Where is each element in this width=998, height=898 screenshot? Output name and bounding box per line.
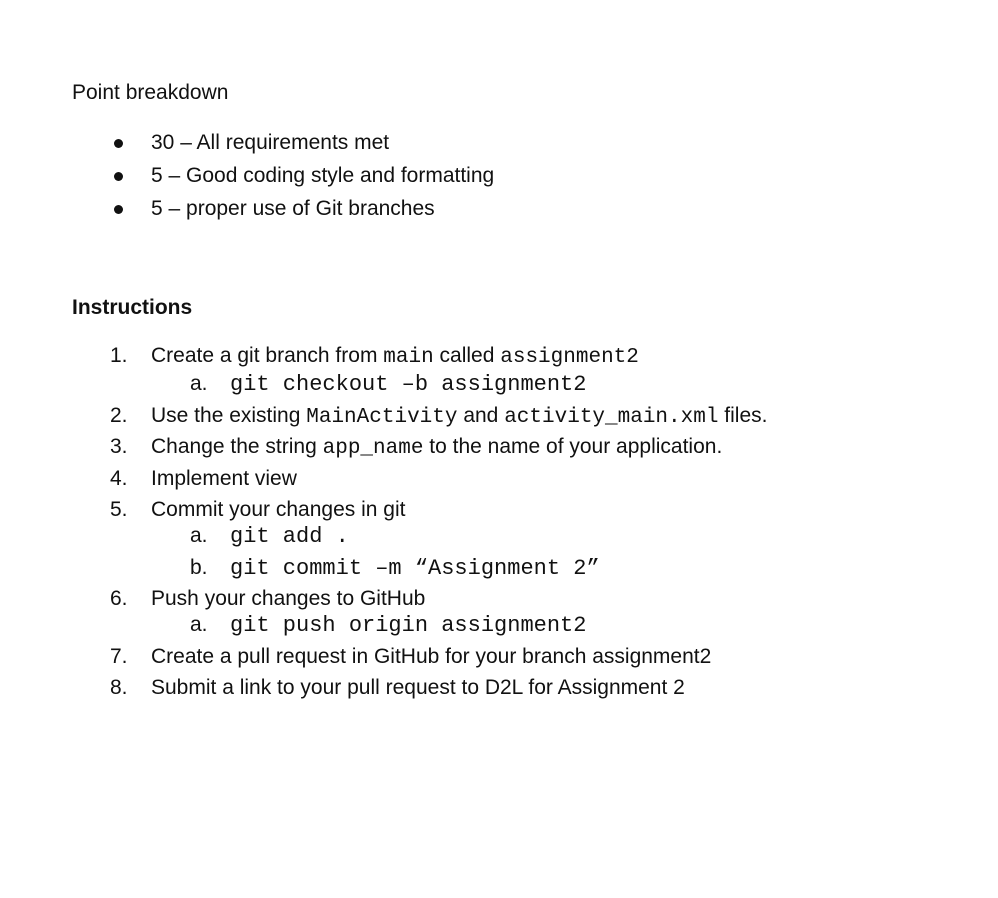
instructions-heading: Instructions bbox=[72, 296, 193, 319]
instruction-step-5 bbox=[72, 497, 767, 586]
point-item-text: 30 – All requirements met bbox=[151, 131, 390, 154]
step-text bbox=[151, 587, 425, 610]
instruction-step-7 bbox=[72, 644, 767, 676]
step-text bbox=[151, 645, 711, 668]
point-item-text: 5 – Good coding style and formatting bbox=[151, 164, 495, 187]
sub-step-letter: a. bbox=[190, 613, 208, 636]
step-text bbox=[151, 404, 767, 427]
step-number: 5. bbox=[110, 498, 128, 521]
step-text-part: Submit a link to your pull request to D2L for Assignment 2 bbox=[151, 676, 685, 699]
step-text-part: Use the existing bbox=[151, 403, 307, 427]
instruction-step-6 bbox=[72, 586, 767, 644]
point-breakdown-heading: Point breakdown bbox=[72, 81, 229, 104]
code-literal: MainActivity bbox=[306, 405, 458, 429]
git-command: git add . bbox=[230, 524, 349, 549]
step-text-part: files. bbox=[718, 403, 768, 427]
code-literal: app_name bbox=[322, 437, 424, 460]
point-item-text: 5 – proper use of Git branches bbox=[151, 197, 435, 220]
sub-step-letter: b. bbox=[190, 555, 208, 579]
sub-step bbox=[72, 371, 767, 403]
step-number: 3. bbox=[110, 435, 128, 458]
sub-step-letter: a. bbox=[190, 372, 208, 395]
step-text bbox=[151, 344, 639, 367]
step-number: 4. bbox=[110, 466, 128, 490]
git-command: git push origin assignment2 bbox=[230, 613, 587, 638]
step-text-part: Change the string bbox=[151, 435, 323, 458]
step-text-part: to the name of your application. bbox=[423, 435, 723, 458]
sub-step bbox=[72, 523, 767, 555]
step-text-part: and bbox=[457, 403, 505, 427]
bullet-icon bbox=[114, 139, 123, 148]
sub-step bbox=[72, 555, 767, 587]
git-command: git commit –m “Assignment 2” bbox=[230, 555, 600, 581]
step-text-part: Commit your changes in git bbox=[151, 498, 406, 521]
sub-step-letter: a. bbox=[190, 524, 208, 547]
step-text bbox=[151, 498, 405, 521]
step-text-part: Create a pull request in GitHub for your branch assignment2 bbox=[151, 644, 712, 668]
code-literal: main bbox=[383, 346, 434, 369]
code-literal: activity_main.xml bbox=[504, 405, 719, 429]
code-literal: assignment2 bbox=[500, 346, 639, 369]
step-number: 8. bbox=[110, 676, 128, 699]
list-item bbox=[72, 196, 494, 229]
bullet-icon bbox=[114, 172, 123, 181]
point-breakdown-list bbox=[72, 130, 494, 229]
step-text-part: Push your changes to GitHub bbox=[151, 587, 426, 610]
step-text-part: Create a git branch from bbox=[151, 344, 384, 367]
step-text bbox=[151, 435, 722, 458]
instruction-step-1 bbox=[72, 343, 767, 403]
sub-step bbox=[72, 612, 767, 644]
step-text bbox=[151, 467, 297, 490]
step-text-part: Implement view bbox=[151, 466, 297, 490]
step-number: 2. bbox=[110, 403, 128, 427]
instruction-step-4 bbox=[72, 466, 767, 498]
step-number: 7. bbox=[110, 644, 128, 668]
step-text-part: called bbox=[433, 344, 501, 367]
step-text bbox=[151, 676, 685, 699]
git-command: git checkout –b assignment2 bbox=[230, 372, 587, 397]
bullet-icon bbox=[114, 205, 123, 214]
instruction-step-3 bbox=[72, 434, 767, 466]
list-item bbox=[72, 163, 494, 196]
list-item bbox=[72, 130, 494, 163]
instructions-list bbox=[72, 343, 767, 707]
step-number: 1. bbox=[110, 344, 128, 367]
instruction-step-2 bbox=[72, 403, 767, 435]
instruction-step-8 bbox=[72, 675, 767, 707]
step-number: 6. bbox=[110, 587, 128, 610]
